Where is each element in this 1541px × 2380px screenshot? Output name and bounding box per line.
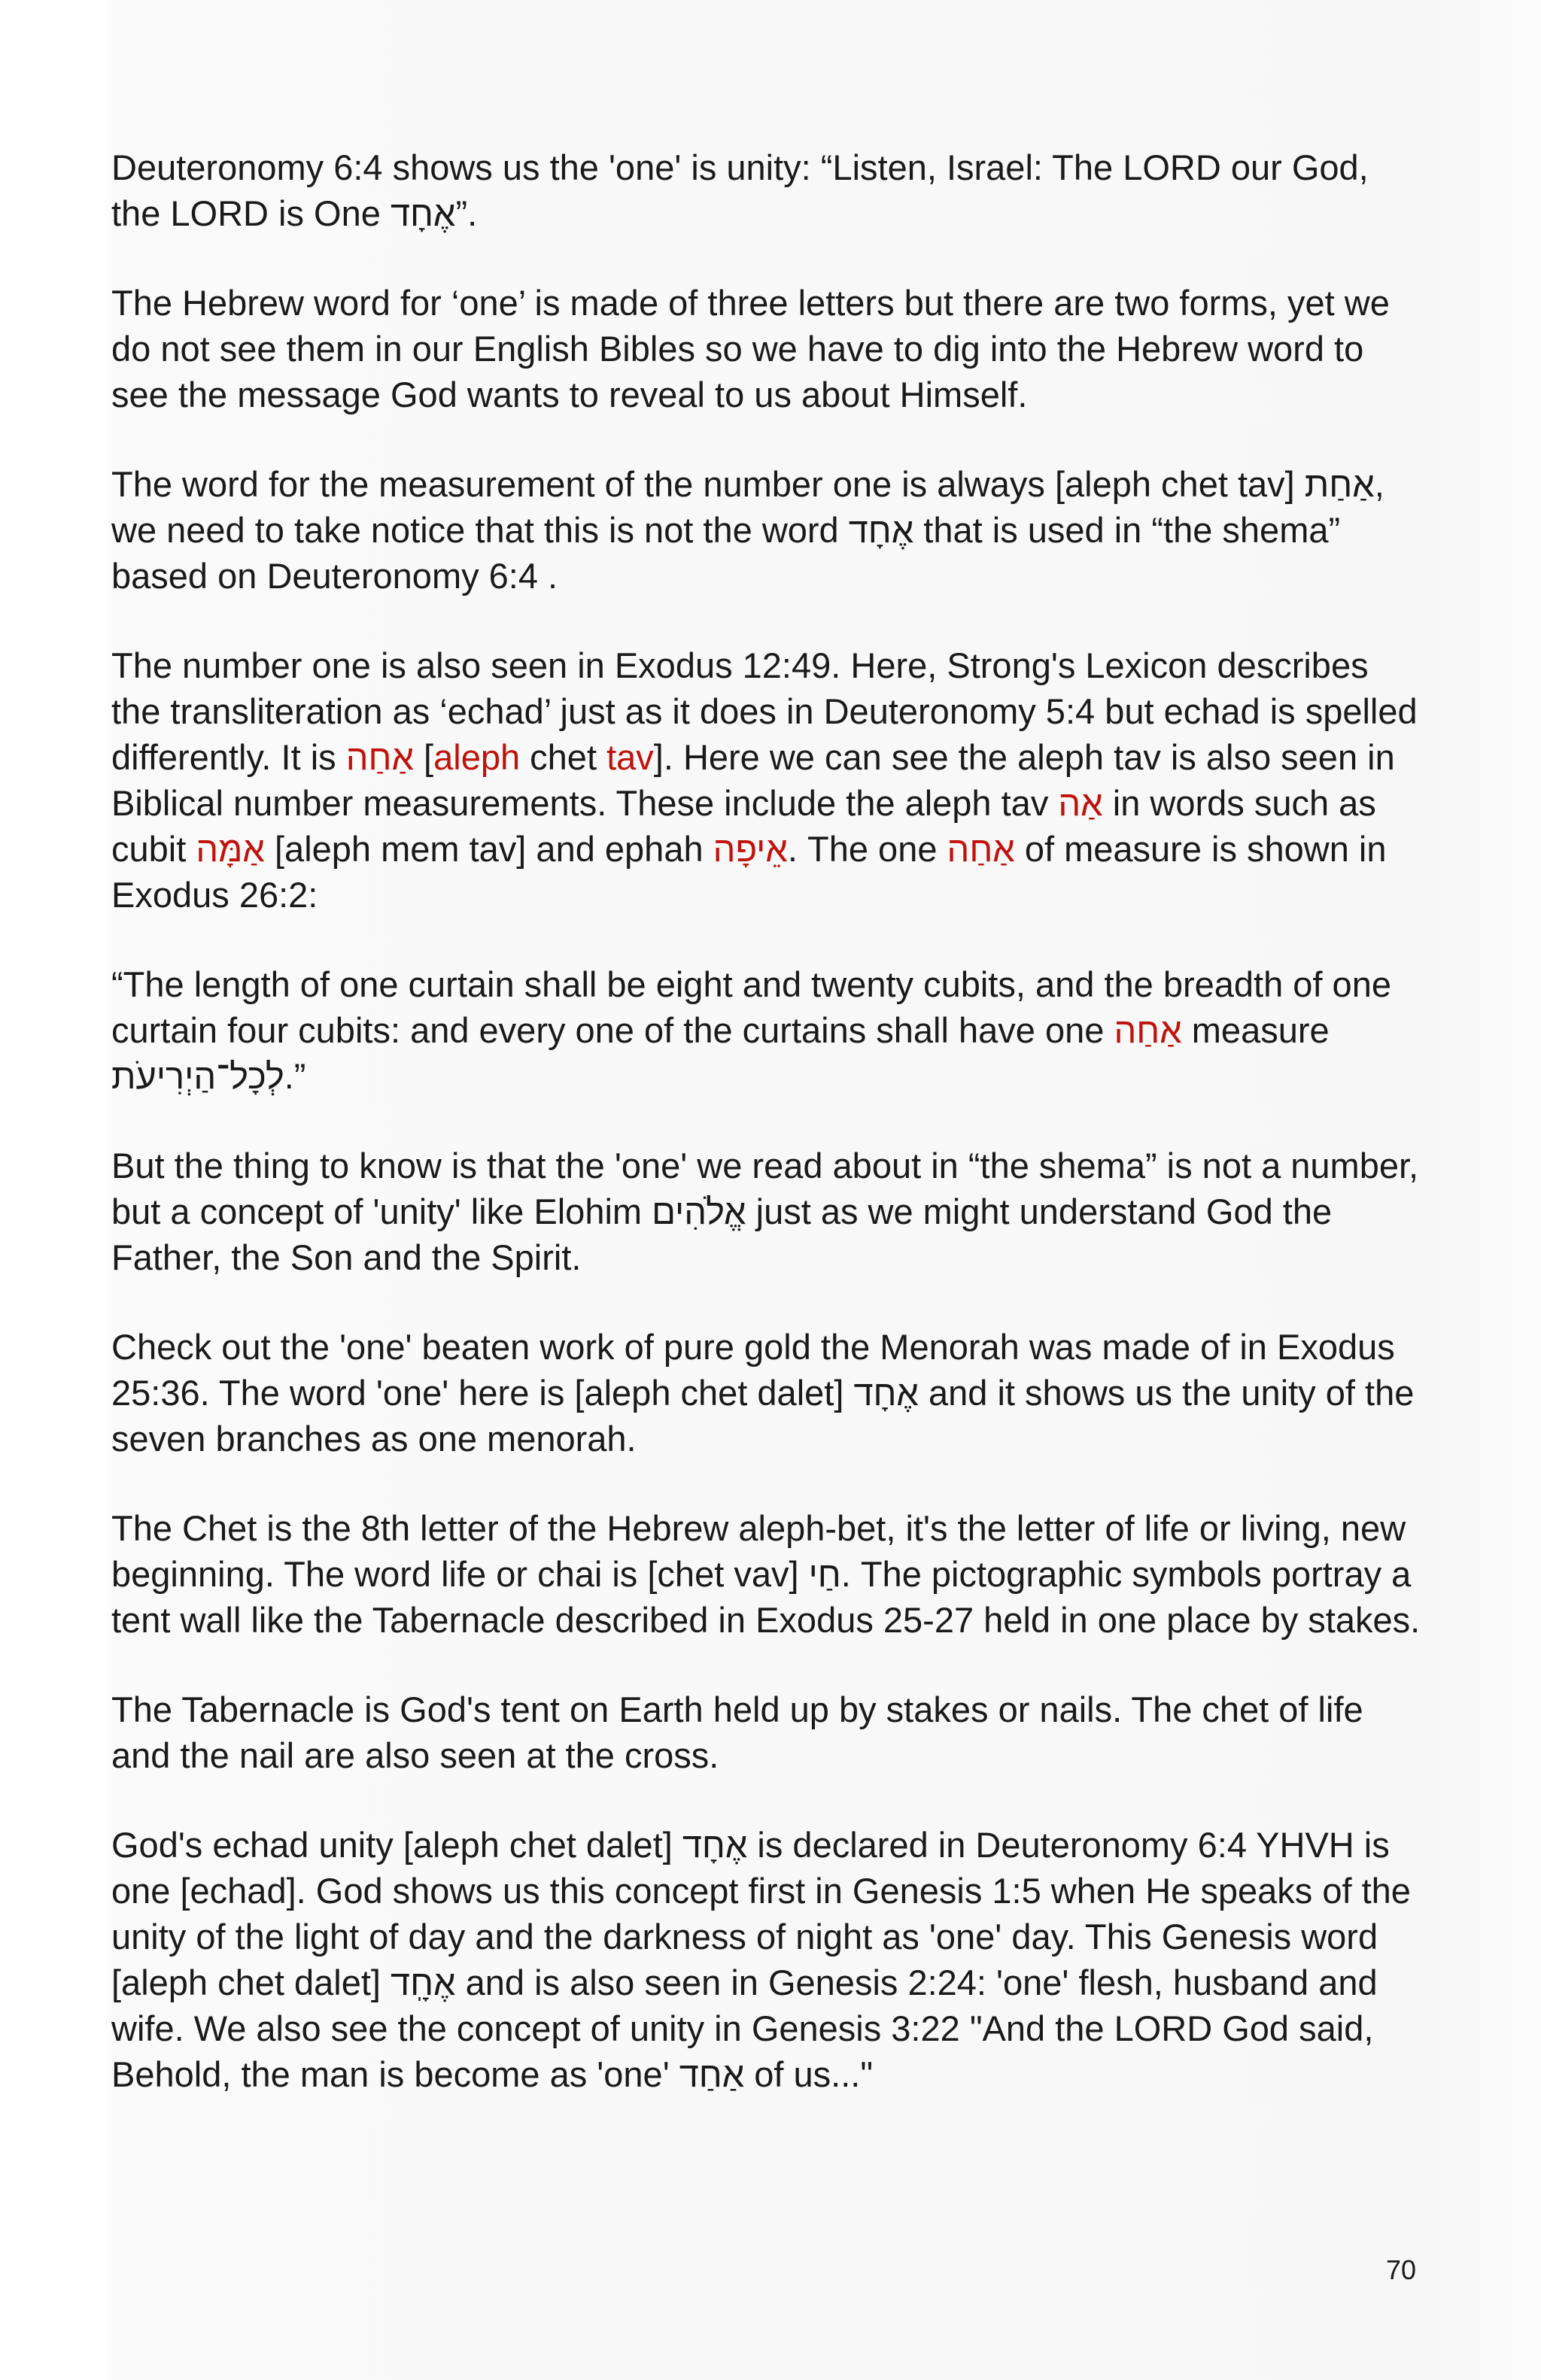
hebrew-word: אַחַת bbox=[1304, 464, 1375, 504]
text-run: .” bbox=[284, 1056, 306, 1096]
text-run: , we need to take notice that this is not the word bbox=[111, 464, 1384, 550]
text-run: God's echad unity [aleph chet dalet] bbox=[111, 1825, 682, 1865]
hebrew-word: אַחַה bbox=[1114, 1010, 1182, 1050]
hebrew-word: אֱלֹהִים bbox=[652, 1192, 746, 1231]
text-run: The Chet is the 8th letter of the Hebrew aleph-bet, it's the letter of life or living, new beginning. The word life or chai is [chet vav] bbox=[111, 1508, 1406, 1594]
hebrew-word: אַמָּה bbox=[196, 829, 265, 869]
paragraph-3 bbox=[111, 461, 1421, 599]
text-run: and is also seen in Genesis 2:24: 'one' flesh, husband and wife. We also see the concept of unity in Genesis 3:22 "And the LORD God said, Behold, the man is become as 'one' bbox=[111, 1963, 1378, 2094]
hebrew-word: אַחַה bbox=[947, 829, 1015, 869]
paragraph-8 bbox=[111, 1505, 1421, 1643]
text-run: that is used in “the shema” based on Deuteronomy 6:4 . bbox=[111, 510, 1341, 596]
body-text bbox=[111, 144, 1421, 2141]
paragraph-9 bbox=[111, 1686, 1421, 1778]
hebrew-word: אֶחָד bbox=[682, 1825, 748, 1865]
paragraph-6 bbox=[111, 1143, 1421, 1280]
text-run: Deuteronomy 6:4 shows us the 'one' is unity: “Listen, Israel: The LORD our God, the LORD is One bbox=[111, 147, 1369, 233]
hebrew-word: אַה bbox=[1058, 783, 1103, 823]
text-run: . The pictographic symbols portray a tent wall like the Tabernacle described in Exodus 25-27 held in one place by stakes. bbox=[111, 1554, 1421, 1640]
hebrew-word: אֶחָד bbox=[853, 1373, 919, 1413]
text-run: measure bbox=[1181, 1010, 1330, 1050]
text-run: But the thing to know is that the 'one' we read about in “the shema” is not a number, but a concept of 'unity' like Elohim bbox=[111, 1146, 1419, 1231]
text-run: [aleph mem tav] and ephah bbox=[264, 829, 713, 869]
text-run: is declared in Deuteronomy 6:4 YHVH is one [echad]. God shows us this concept first in Genesis 1:5 when He speaks of the unity of the light of day and the darkness of night as 'one' day. This Genesis word [aleph chet dalet] bbox=[111, 1825, 1411, 2002]
hebrew-word: אֶחָד bbox=[390, 193, 456, 233]
text-run: The Tabernacle is God's tent on Earth held up by stakes or nails. The chet of life and the nail are also seen at the cross. bbox=[111, 1689, 1363, 1775]
paragraph-5 bbox=[111, 961, 1421, 1099]
hebrew-word: אֵיפָה bbox=[713, 829, 788, 869]
hebrew-word: לְכָל־הַיְרִיעֹת bbox=[111, 1056, 284, 1096]
highlighted-text: tav bbox=[606, 737, 654, 777]
text-run: in words such as cubit bbox=[111, 783, 1376, 869]
text-run: chet bbox=[520, 737, 607, 777]
hebrew-word: אַחַד bbox=[679, 2054, 745, 2094]
hebrew-word: חַי bbox=[808, 1554, 841, 1594]
paragraph-10 bbox=[111, 1822, 1421, 2097]
text-run: Check out the 'one' beaten work of pure gold the Menorah was made of in Exodus 25:36. The word 'one' here is [aleph chet dalet] bbox=[111, 1327, 1395, 1413]
hebrew-word: אֶחָֽד bbox=[391, 1963, 456, 2002]
text-run: The number one is also seen in Exodus 12:49. Here, Strong's Lexicon describes the transliteration as ‘echad’ just as it does in Deuteronomy 5:4 but echad is spelled differently. It is bbox=[111, 645, 1418, 777]
text-run: and it shows us the unity of the seven branches as one menorah. bbox=[111, 1373, 1415, 1459]
page-number: 70 bbox=[1385, 2254, 1416, 2285]
paragraph-1 bbox=[111, 144, 1421, 236]
text-run: ”. bbox=[455, 193, 478, 233]
text-run: [ bbox=[413, 737, 434, 777]
paragraph-4 bbox=[111, 642, 1421, 918]
text-run: ]. Here we can see the aleph tav is also seen in Biblical number measurements. These include the aleph tav bbox=[111, 737, 1395, 823]
text-run: The word for the measurement of the number one is always [aleph chet tav] bbox=[111, 464, 1305, 504]
text-run: just as we might understand God the Father, the Son and the Spirit. bbox=[111, 1192, 1333, 1277]
paragraph-7 bbox=[111, 1324, 1421, 1462]
text-run: . The one bbox=[787, 829, 947, 869]
hebrew-word: אֶחָד bbox=[848, 510, 914, 550]
text-run: The Hebrew word for ‘one’ is made of three letters but there are two forms, yet we do not see them in our English Bibles so we have to dig into the Hebrew word to see the message God wants to reveal to us about Himself. bbox=[111, 283, 1390, 414]
text-run: of us..." bbox=[744, 2054, 874, 2094]
text-run: “The length of one curtain shall be eight and twenty cubits, and the breadth of one curtain four cubits: and every one of the curtains shall have one bbox=[111, 964, 1391, 1050]
highlighted-text: aleph bbox=[433, 737, 521, 777]
text-run: of measure is shown in Exodus 26:2: bbox=[111, 829, 1387, 915]
paragraph-2 bbox=[111, 280, 1421, 417]
hebrew-word: אַחַה bbox=[345, 737, 414, 777]
